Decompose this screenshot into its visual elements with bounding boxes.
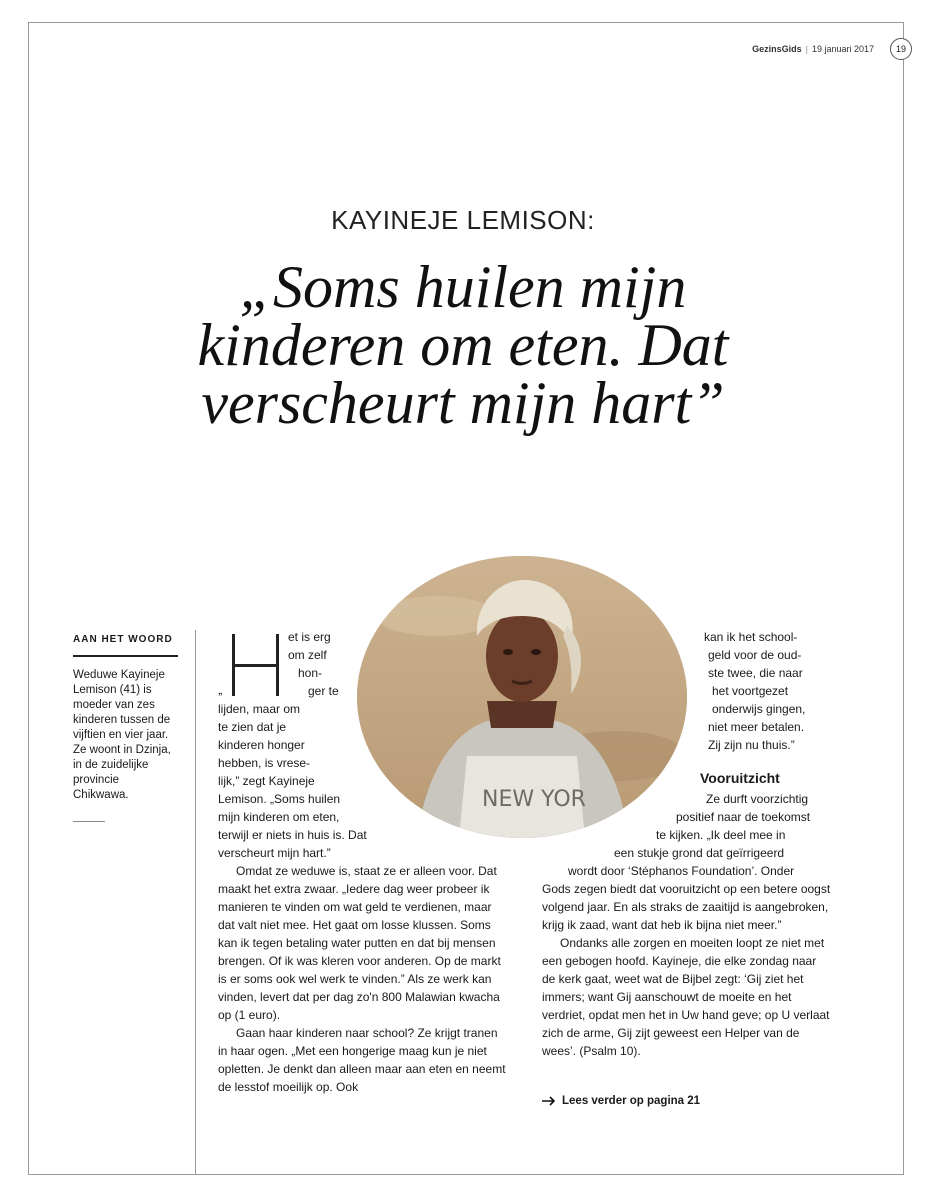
text-line: kan ik het school- [704,630,798,644]
dropcap-crossbar [232,664,279,667]
continue-reading-label: Lees verder op pagina 21 [562,1095,701,1107]
header-separator: | [805,44,808,54]
headline-line: kinderen om eten. Dat [197,312,729,378]
column2-body [542,880,832,1060]
text-line: lijden, maar om [218,702,301,716]
text-line: onderwijs gingen, [712,702,806,716]
sidebar-divider [195,630,196,1175]
text-line: lijk,” zegt Kayineje [218,774,315,788]
sidebar-end-rule [73,821,105,822]
page-number: 19 [890,38,912,60]
dropcap-quote: „ [218,686,224,696]
text-line: hebben, is vrese- [218,756,311,770]
text-line: et is erg [288,630,331,644]
paragraph: Gods zegen biedt dat vooruitzicht op een betere oogst volgend jaar. En als straks de zaaitijd is aangebroken, krijg ik zaad, want dat heb ik bijna niet meer.” [542,882,831,932]
svg-text:NEW YOR: NEW YOR [482,787,586,812]
article-headline [0,254,926,436]
text-line: terwijl er niets in huis is. Dat [218,828,367,842]
running-header [752,44,874,54]
portrait-photo [357,556,687,838]
text-line: het voortgezet [712,684,789,698]
sidebar-text: Weduwe Kayineje Lemison (41) is moeder van zes kinderen tussen de vijftien en vier jaar. Ze woont in Dzinja, in de zuidelijke provincie Chikwawa. [73,669,171,801]
text-line: mijn kinderen om eten, [218,810,340,824]
paragraph: Gaan haar kinderen naar school? Ze krijgt tranen in haar ogen. „Met een hongerige maag kun je niet opletten. Je denkt dan alleen maar aan eten en neemt de lesstof moeilijk op. Ook [218,1026,506,1094]
text-line: wordt door ‘Stéphanos Foundation’. Onder [568,864,795,878]
article-kicker: KAYINEJE LEMISON: [331,205,595,235]
frame-bottom-border [28,1174,904,1175]
text-line: een stukje grond dat geïrrigeerd [614,846,785,860]
text-line: te zien dat je [218,720,287,734]
text-line: ste twee, die naar [708,666,803,680]
frame-left-border [28,22,29,1175]
text-line: hon- [298,666,323,680]
sidebar-title: AAN HET WOORD [73,634,173,645]
text-line: verscheurt mijn hart.” [218,846,331,860]
portrait-illustration [357,556,687,838]
text-line: geld voor de oud- [708,648,802,662]
magazine-brand: GezinsGids [752,44,802,54]
text-line: kinderen honger [218,738,305,752]
text-line: Lemison. „Soms huilen [218,792,341,806]
sidebar-rule [73,655,178,657]
dropcap-h [218,634,280,696]
column1-wrap [288,628,363,700]
arrow-right-icon [542,1096,556,1106]
paragraph: Omdat ze weduwe is, staat ze er alleen voor. Dat maakt het extra zwaar. „Iedere dag weer probeer ik manieren te vinden om wat geld te verdienen, maar dat valt niet mee. Het gaat om losse klussen. Soms kan ik tegen betaling water putten en dat bij mensen brengen. Of ik was kleren voor anderen. Op de markt is er soms ook wel werk te vinden.” Als ze werk kan vinden, levert dat per dag zo'n 800 Malawian kwacha op (1 euro). [218,864,501,1022]
text-line: Ze durft voorzichtig [706,792,809,806]
text-line: te kijken. „Ik deel mee in [656,828,786,842]
headline-line: verscheurt mijn hart” [201,370,725,436]
section-heading: Vooruitzicht [700,770,780,786]
paragraph: Ondanks alle zorgen en moeiten loopt ze niet met een gebogen hoofd. Kayineje, die elke zondag naar de kerk gaat, weet wat de Bijbel zegt: ‘Gij ziet het immers; want Gij aanschouwt de moeite en het verdriet, opdat men het in Uw hand geve; op U verlaat zich de arme, Gij zijt geweest een Helper van de wees’. (Psalm 10). [542,936,830,1058]
column1-body [218,862,508,1096]
text-line: positief naar de toekomst [676,810,811,824]
text-line: Zij zijn nu thuis.” [708,738,795,752]
continue-reading-link[interactable] [542,1095,700,1107]
dropcap-bar-right [276,634,279,696]
text-line: om zelf [288,648,327,662]
issue-date: 19 januari 2017 [811,44,874,54]
text-line: ger te [308,684,339,698]
text-line: niet meer betalen. [708,720,805,734]
headline-line: „Soms huilen mijn [239,254,687,320]
